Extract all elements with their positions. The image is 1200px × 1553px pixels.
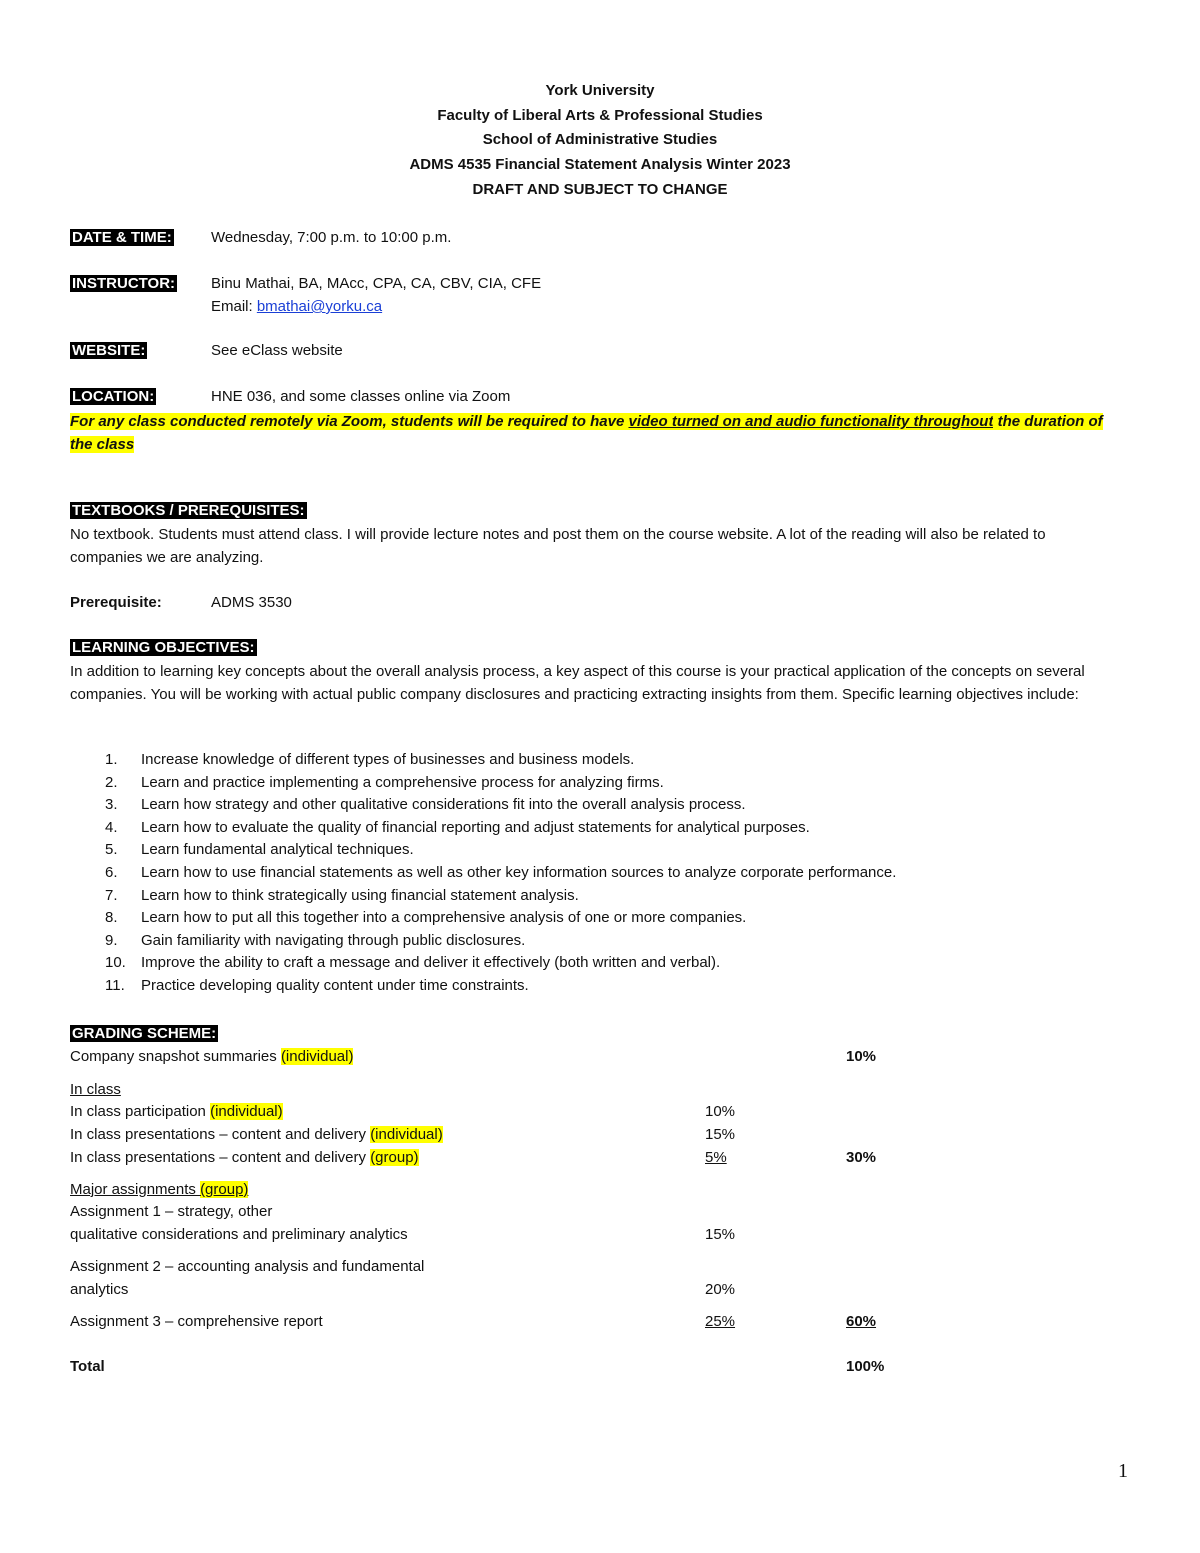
- objective-item: [105, 954, 720, 971]
- major-heading: Major assignments: [70, 1181, 201, 1198]
- objective-number: 8.: [105, 909, 118, 927]
- course-title: ADMS 4535 Financial Statement Analysis Winter 2023: [409, 156, 791, 173]
- objective-text: Learn how to think strategically using financial statement analysis.: [141, 886, 579, 904]
- objective-item: [105, 774, 664, 791]
- instructor-label: INSTRUCTOR:: [72, 275, 176, 292]
- snapshot-total: 10%: [846, 1048, 877, 1065]
- objective-number: 10.: [105, 954, 126, 972]
- objective-item: [105, 977, 529, 994]
- objective-item: [105, 819, 810, 836]
- zoom-note-part1: For any class conducted remotely via Zoom, students will be required to have: [70, 413, 629, 430]
- objectives-intro: In addition to learning key concepts about the overall analysis process, a key aspect of this course is your practical application of the concepts on several companies. You will be working with actual public company disclosures and practicing extracting insights from them. Specific learning objectives include:: [70, 663, 1085, 703]
- instructor-value: Binu Mathai, BA, MAcc, CPA, CA, CBV, CIA, CFE: [211, 275, 542, 292]
- objective-text: Learn how to put all this together into a comprehensive analysis of one or more companies.: [141, 909, 747, 927]
- objective-text: Practice developing quality content under time constraints.: [141, 977, 529, 994]
- objective-number: 9.: [105, 931, 118, 949]
- page-number: 1: [1118, 1460, 1128, 1482]
- school-name: School of Administrative Studies: [482, 131, 718, 148]
- objective-number: 6.: [105, 864, 118, 881]
- university-name: York University: [545, 82, 655, 99]
- objective-number: 1.: [105, 751, 118, 768]
- participation-row: [70, 1103, 283, 1120]
- prereq-value: ADMS 3530: [211, 594, 292, 611]
- total-value: 100%: [846, 1358, 885, 1375]
- objective-number: 4.: [105, 818, 118, 836]
- objective-text: Improve the ability to craft a message and deliver it effectively (both written and verbal).: [141, 954, 721, 972]
- website-value: See eClass website: [211, 342, 343, 359]
- assignment3-pct: 25%: [705, 1313, 736, 1330]
- assignment3-label: Assignment 3 – comprehensive report: [70, 1313, 323, 1330]
- major-total: 60%: [846, 1313, 877, 1330]
- grading-heading: GRADING SCHEME:: [72, 1025, 217, 1042]
- major-heading-row: [70, 1181, 248, 1198]
- assignment2-pct: 20%: [705, 1281, 736, 1298]
- major-tag: (group): [200, 1181, 249, 1198]
- objective-text: Learn fundamental analytical techniques.: [141, 841, 414, 859]
- objective-item: [105, 751, 634, 768]
- total-label: Total: [70, 1358, 105, 1375]
- faculty-name: Faculty of Liberal Arts & Professional Studies: [437, 107, 763, 124]
- assignment1-line2: qualitative considerations and preliminary analytics: [70, 1226, 408, 1243]
- objectives-heading: LEARNING OBJECTIVES:: [72, 639, 255, 656]
- presentation-individual-pct: 15%: [705, 1126, 736, 1143]
- zoom-note-part3: the duration of the class: [70, 413, 1103, 453]
- email-line: [211, 298, 382, 315]
- participation-tag: (individual): [210, 1103, 283, 1120]
- website-label: WEBSITE:: [72, 342, 146, 359]
- date-time-value: Wednesday, 7:00 p.m. to 10:00 p.m.: [211, 229, 452, 246]
- presentation-individual-row: [70, 1126, 443, 1143]
- presentation-individual-tag: (individual): [370, 1126, 443, 1143]
- zoom-note-emphasis: video turned on and audio functionality throughout: [628, 413, 994, 430]
- objective-item: [105, 887, 579, 904]
- textbooks-heading: TEXTBOOKS / PREREQUISITES:: [72, 502, 305, 519]
- textbooks-body: No textbook. Students must attend class. I will provide lecture notes and post them on the course website. A lot of the reading will also be related to companies we are analyzing.: [70, 526, 1046, 566]
- email-label: Email:: [211, 298, 257, 315]
- participation-label: In class participation: [70, 1103, 211, 1120]
- email-link[interactable]: bmathai@yorku.ca: [256, 298, 383, 315]
- inclass-heading: In class: [70, 1081, 121, 1098]
- objective-number: 3.: [105, 796, 118, 814]
- presentation-group-tag: (group): [370, 1149, 419, 1166]
- presentation-group-row: [70, 1149, 419, 1166]
- objective-number: 2.: [105, 773, 118, 791]
- objective-text: Learn how strategy and other qualitative considerations fit into the overall analysis process.: [141, 796, 746, 814]
- objective-item: [105, 909, 746, 926]
- objective-text: Learn and practice implementing a comprehensive process for analyzing firms.: [141, 773, 664, 791]
- assignment1-pct: 15%: [705, 1226, 736, 1243]
- objective-text: Learn how to use financial statements as well as other key information sources to analyze corporate performance.: [141, 864, 897, 881]
- objective-number: 11.: [105, 977, 125, 994]
- objective-item: [105, 796, 746, 813]
- objective-text: Learn how to evaluate the quality of financial reporting and adjust statements for analytical purposes.: [141, 818, 810, 836]
- objective-item: [105, 932, 525, 949]
- presentation-individual-label: In class presentations – content and delivery: [70, 1126, 371, 1143]
- prereq-label: Prerequisite:: [70, 594, 162, 611]
- assignment2-line2: analytics: [70, 1281, 129, 1298]
- assignment1-line1: Assignment 1 – strategy, other: [70, 1203, 273, 1220]
- objective-item: [105, 864, 896, 881]
- snapshot-tag: (individual): [280, 1048, 354, 1065]
- draft-notice: DRAFT AND SUBJECT TO CHANGE: [472, 181, 728, 198]
- objective-text: Increase knowledge of different types of businesses and business models.: [141, 751, 635, 768]
- location-label: LOCATION:: [72, 388, 155, 405]
- objective-number: 7.: [105, 886, 118, 904]
- presentation-group-pct: 5%: [705, 1149, 727, 1166]
- date-time-label: DATE & TIME:: [72, 229, 172, 246]
- assignment2-line1: Assignment 2 – accounting analysis and fundamental: [70, 1258, 425, 1275]
- objective-item: [105, 841, 414, 858]
- snapshot-label: Company snapshot summaries: [70, 1048, 281, 1065]
- presentation-group-label: In class presentations – content and delivery: [70, 1149, 371, 1166]
- zoom-note: [70, 410, 1110, 456]
- objective-text: Gain familiarity with navigating through public disclosures.: [141, 931, 526, 949]
- location-value: HNE 036, and some classes online via Zoom: [211, 388, 511, 405]
- participation-pct: 10%: [705, 1103, 736, 1120]
- objective-number: 5.: [105, 841, 118, 859]
- inclass-total: 30%: [846, 1149, 877, 1166]
- snapshot-row: [70, 1048, 353, 1065]
